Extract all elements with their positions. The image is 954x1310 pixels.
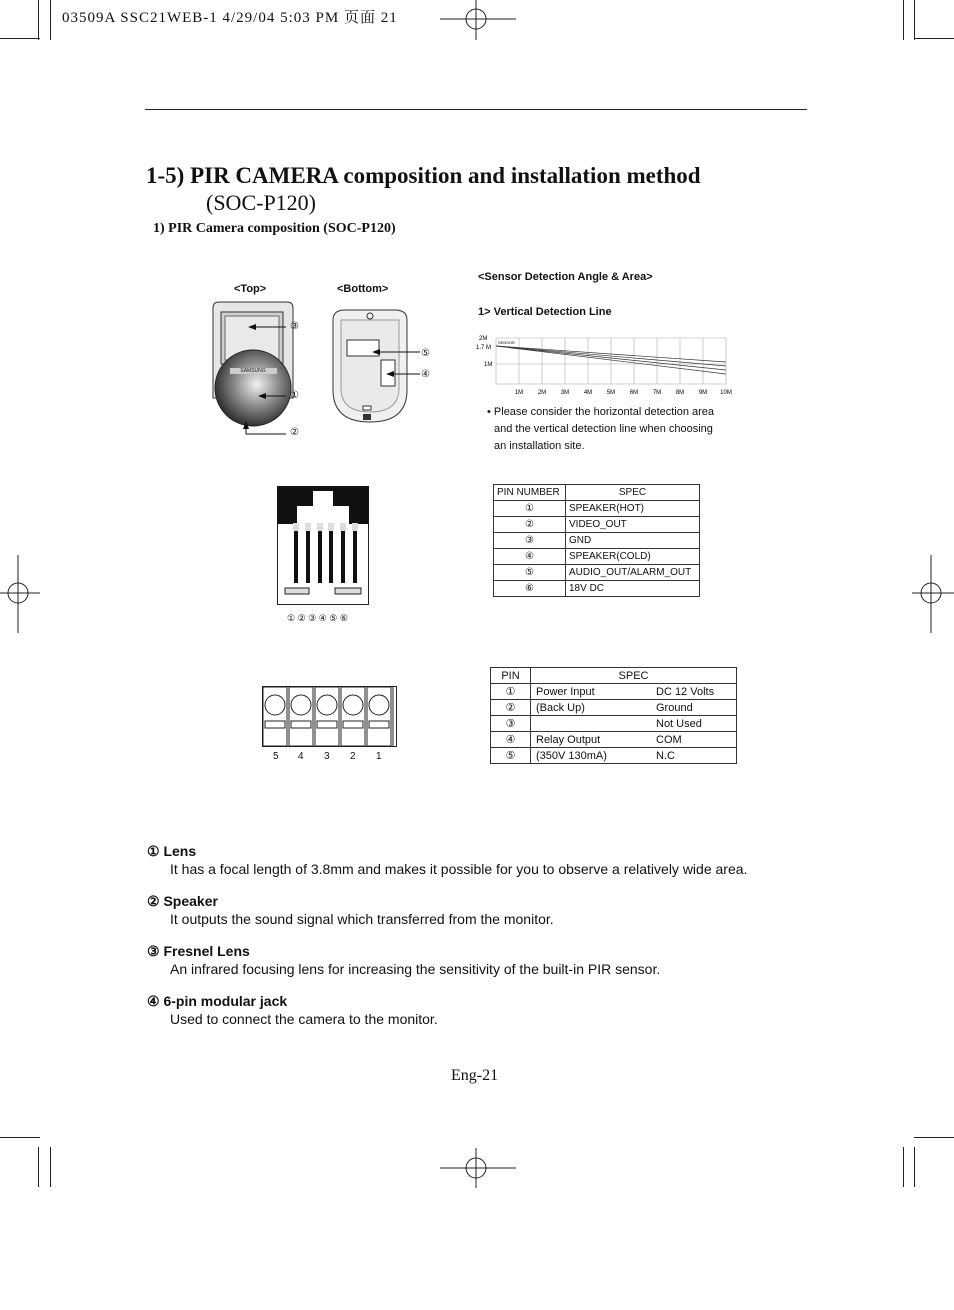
top-view-label: <Top> — [234, 283, 267, 295]
table-row: ③ Not Used — [491, 716, 737, 732]
registration-mark-right — [912, 555, 954, 635]
description-speaker: ② Speaker It outputs the sound signal which transferred from the monitor. — [147, 893, 554, 927]
table-header-row: PIN SPEC — [491, 668, 737, 684]
page-title-model: (SOC-P120) — [206, 190, 317, 215]
x-label: 3M — [560, 390, 570, 396]
terminal-block-diagram — [262, 686, 398, 748]
terminal-spec-table — [490, 667, 737, 764]
callout-bottom-5: ⑤ — [421, 348, 430, 359]
modular-jack-diagram — [277, 486, 370, 606]
x-label: 7M — [652, 390, 662, 396]
table-row: ① SPEAKER(HOT) — [494, 501, 700, 517]
sensor-section-title: <Sensor Detection Angle & Area> — [478, 271, 653, 283]
table-row: ① Power Input DC 12 Volts — [491, 684, 737, 700]
jack-pin-labels: ① ② ③ ④ ⑤ ⑥ — [287, 613, 348, 623]
printer-header: 03509A SSC21WEB-1 4/29/04 5:03 PM 页面 21 — [62, 10, 398, 26]
terminal-number: 3 — [324, 751, 330, 762]
callout-arrows-top — [236, 318, 306, 443]
registration-mark-left — [0, 555, 40, 635]
page-title: 1-5) PIR CAMERA composition and installation method — [146, 163, 701, 188]
x-label: 10M — [720, 390, 732, 396]
bottom-view-label: <Bottom> — [337, 283, 389, 295]
callout-top-3: ③ — [290, 321, 299, 332]
modular-jack-pin-table — [493, 484, 700, 597]
x-label: 1M — [514, 390, 524, 396]
x-label: 2M — [537, 390, 547, 396]
camera-bottom-illustration — [325, 300, 440, 430]
x-label: 6M — [629, 390, 639, 396]
table-row: ⑤ (350V 130mA) N.C — [491, 748, 737, 764]
y-label-2m: 2M — [479, 336, 488, 342]
x-label: 5M — [606, 390, 616, 396]
vertical-detection-title: 1> Vertical Detection Line — [478, 306, 612, 318]
y-label-1m: 1M — [484, 362, 493, 368]
table-row: ⑥ 18V DC — [494, 581, 700, 597]
table-row: ③ GND — [494, 533, 700, 549]
table-row: ④ SPEAKER(COLD) — [494, 549, 700, 565]
y-label-1-7m: 1.7 M — [476, 345, 492, 351]
installation-note: • Please consider the horizontal detection area and the vertical detection line when choosing an installation site. — [487, 406, 715, 452]
callout-top-2: ② — [290, 427, 299, 438]
vertical-detection-chart — [476, 332, 746, 400]
table-row: ② VIDEO_OUT — [494, 517, 700, 533]
table-row: ⑤ AUDIO_OUT/ALARM_OUT — [494, 565, 700, 581]
table-header-row: PIN NUMBER SPEC — [494, 485, 700, 501]
registration-mark-bottom — [440, 1148, 520, 1188]
x-label: 4M — [583, 390, 593, 396]
terminal-number: 5 — [273, 751, 279, 762]
registration-mark-top — [440, 0, 520, 40]
description-lens: ① Lens It has a focal length of 3.8mm and makes it possible for you to observe a relatively wide area. — [147, 843, 748, 877]
terminal-number: 4 — [298, 751, 304, 762]
sensor-tag: SENSOR — [498, 340, 515, 345]
terminal-number: 2 — [350, 751, 356, 762]
x-label: 9M — [698, 390, 708, 396]
x-label: 8M — [675, 390, 685, 396]
callout-bottom-4: ④ — [421, 369, 430, 380]
top-rule — [145, 109, 807, 110]
page-number: Eng-21 — [451, 1067, 499, 1084]
table-row: ② (Back Up) Ground — [491, 700, 737, 716]
callout-top-1: ① — [290, 390, 299, 401]
description-modular-jack: ④ 6-pin modular jack Used to connect the camera to the monitor. — [147, 993, 438, 1027]
table-row: ④ Relay Output COM — [491, 732, 737, 748]
section-subtitle: 1) PIR Camera composition (SOC-P120) — [153, 221, 396, 236]
description-fresnel-lens: ③ Fresnel Lens An infrared focusing lens for increasing the sensitivity of the built-in PIR sensor. — [147, 943, 661, 977]
brand-mark: SAMSUNG — [240, 368, 266, 374]
terminal-number: 1 — [376, 751, 382, 762]
